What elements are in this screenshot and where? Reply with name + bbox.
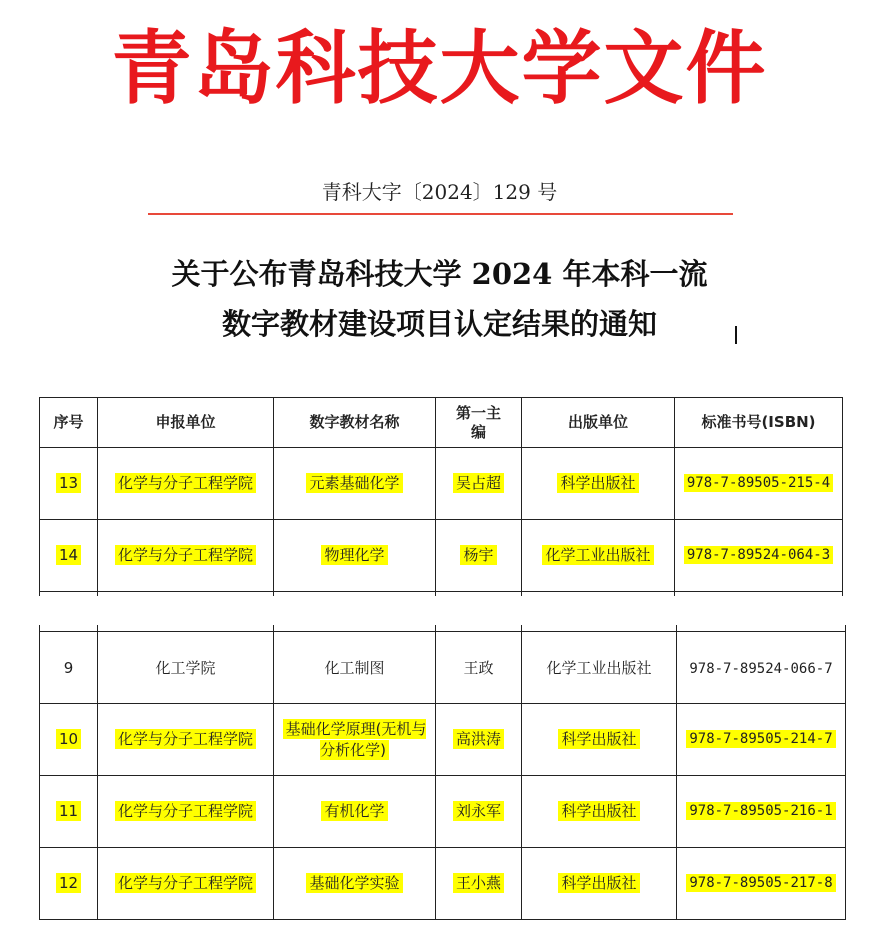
cell-isbn: 978-7-89505-215-4 bbox=[684, 474, 833, 492]
table-row bbox=[40, 704, 846, 776]
cell-publisher: 科学出版社 bbox=[558, 873, 639, 893]
cell-isbn: 978-7-89524-064-3 bbox=[684, 546, 833, 564]
cell-name: 有机化学 bbox=[321, 801, 387, 821]
table-row bbox=[40, 632, 846, 704]
cell-name: 物理化学 bbox=[321, 545, 387, 565]
cell-isbn: 978-7-89524-066-7 bbox=[689, 660, 833, 677]
document-title-line2: 数字教材建设项目认定结果的通知 bbox=[221, 307, 657, 341]
cell-editor: 王小燕 bbox=[453, 873, 504, 893]
text-cursor bbox=[735, 326, 737, 344]
header-editor: 第一主编 bbox=[436, 398, 522, 448]
header-unit: 申报单位 bbox=[98, 398, 274, 448]
header-name: 数字教材名称 bbox=[274, 398, 436, 448]
cell-publisher: 科学出版社 bbox=[558, 729, 639, 749]
table-row bbox=[40, 520, 843, 592]
cell-publisher: 化学工业出版社 bbox=[542, 545, 653, 565]
cell-seq: 11 bbox=[56, 801, 81, 821]
cell-isbn: 978-7-89505-217-8 bbox=[686, 874, 835, 892]
table-row-cut bbox=[40, 592, 843, 597]
cell-unit: 化学与分子工程学院 bbox=[115, 545, 256, 565]
header-isbn: 标准书号(ISBN) bbox=[675, 398, 843, 448]
cell-name: 元素基础化学 bbox=[306, 473, 402, 493]
cell-isbn: 978-7-89505-214-7 bbox=[686, 730, 835, 748]
cell-unit: 化学与分子工程学院 bbox=[115, 873, 256, 893]
cell-editor: 王政 bbox=[463, 659, 494, 677]
cell-editor: 杨宇 bbox=[460, 545, 496, 565]
cell-isbn: 978-7-89505-216-1 bbox=[686, 802, 835, 820]
table-row bbox=[40, 448, 843, 520]
cell-unit: 化工学院 bbox=[155, 659, 216, 677]
table-row bbox=[40, 776, 846, 848]
cell-unit: 化学与分子工程学院 bbox=[115, 473, 256, 493]
cell-editor: 吴占超 bbox=[453, 473, 504, 493]
cell-seq: 10 bbox=[56, 729, 81, 749]
header-publisher: 出版单位 bbox=[522, 398, 675, 448]
document-number: 青科大字〔2024〕129 号 bbox=[321, 180, 558, 204]
table-header-row bbox=[40, 398, 843, 448]
cell-editor: 高洪涛 bbox=[453, 729, 504, 749]
cell-seq: 13 bbox=[56, 473, 81, 493]
results-table-top bbox=[39, 397, 843, 596]
cell-name: 基础化学原理(无机与分析化学) bbox=[283, 719, 427, 760]
cell-editor: 刘永军 bbox=[453, 801, 504, 821]
cell-publisher: 科学出版社 bbox=[558, 801, 639, 821]
results-table-bottom bbox=[39, 625, 846, 920]
cell-name: 化工制图 bbox=[324, 659, 385, 677]
cell-publisher: 化学工业出版社 bbox=[546, 659, 652, 677]
header-seq: 序号 bbox=[40, 398, 98, 448]
table-row bbox=[40, 848, 846, 920]
red-divider bbox=[148, 213, 733, 215]
document-banner: 青岛科技大学文件 bbox=[111, 21, 768, 115]
cell-seq: 12 bbox=[56, 873, 81, 893]
cell-seq: 9 bbox=[63, 658, 74, 677]
document-title-line1: 关于公布青岛科技大学 2024 年本科一流 bbox=[171, 257, 708, 291]
cell-name: 基础化学实验 bbox=[306, 873, 402, 893]
cell-unit: 化学与分子工程学院 bbox=[115, 801, 256, 821]
cell-seq: 14 bbox=[56, 545, 81, 565]
cell-unit: 化学与分子工程学院 bbox=[115, 729, 256, 749]
cell-publisher: 科学出版社 bbox=[557, 473, 638, 493]
